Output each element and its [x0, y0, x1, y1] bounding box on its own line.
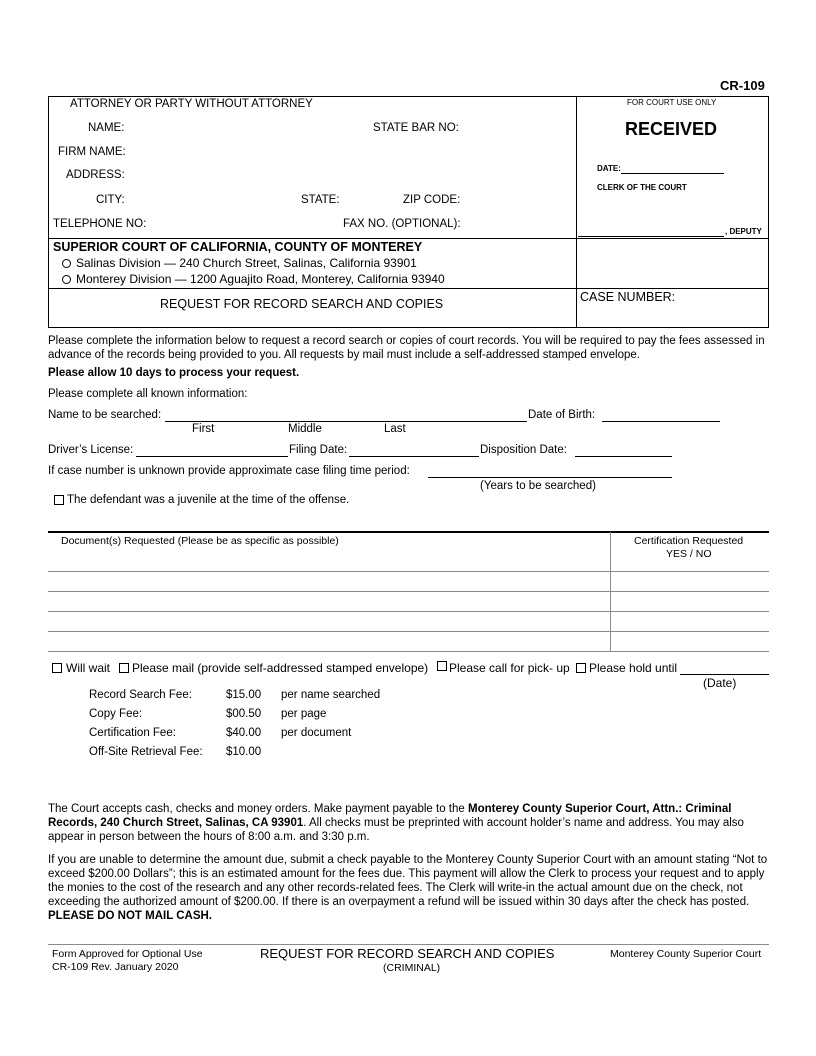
disposition-date-field[interactable] [575, 456, 672, 457]
complete-known-note: Please complete all known information: [48, 388, 248, 400]
certification-yes-no: YES / NO [666, 548, 712, 560]
disposition-date-label: Disposition Date: [480, 444, 567, 456]
fee-label: Off-Site Retrieval Fee: [89, 746, 203, 758]
years-caption: (Years to be searched) [480, 480, 596, 492]
case-number-label: CASE NUMBER: [580, 290, 676, 304]
fee-label: Record Search Fee: [89, 689, 192, 701]
document-row-2[interactable] [48, 592, 609, 611]
fee-unit: per name searched [281, 689, 381, 701]
city-label: CITY: [96, 194, 125, 206]
please-hold-label: Please hold until [589, 661, 678, 675]
please-call-checkbox[interactable] [437, 661, 447, 671]
middle-caption: Middle [288, 423, 322, 435]
will-wait-label: Will wait [66, 661, 110, 675]
address-label: ADDRESS: [66, 169, 125, 181]
last-caption: Last [384, 423, 406, 435]
zip-label: ZIP CODE: [403, 194, 461, 206]
filing-date-label: Filing Date: [289, 444, 348, 456]
fee-unit: per document [281, 727, 352, 739]
radio-icon[interactable] [62, 275, 71, 284]
drivers-license-label: Driver’s License: [48, 444, 134, 456]
division-salinas[interactable]: Salinas Division — 240 Church Street, Salinas, California 93901 [62, 256, 417, 270]
state-label: STATE: [301, 194, 340, 206]
juvenile-checkbox[interactable] [54, 495, 64, 505]
radio-icon[interactable] [62, 259, 71, 268]
footer-approved: Form Approved for Optional Use [52, 948, 203, 960]
document-row-1[interactable] [48, 572, 609, 591]
firm-name-label: FIRM NAME: [58, 146, 126, 158]
footer-title: REQUEST FOR RECORD SEARCH AND COPIES [260, 946, 555, 961]
name-searched-label: Name to be searched: [48, 409, 162, 421]
please-mail-checkbox[interactable] [119, 663, 129, 673]
form-title: REQUEST FOR RECORD SEARCH AND COPIES [160, 297, 444, 311]
first-caption: First [192, 423, 215, 435]
fee-amount: $00.50 [226, 708, 262, 720]
state-bar-label: STATE BAR NO: [373, 122, 459, 134]
telephone-label: TELEPHONE NO: [53, 218, 147, 230]
dob-label: Date of Birth: [528, 409, 596, 421]
date-label: DATE: [597, 164, 621, 173]
fax-label: FAX NO. (OPTIONAL): [343, 218, 461, 230]
juvenile-label: The defendant was a juvenile at the time of the offense. [67, 494, 350, 506]
will-wait-checkbox[interactable] [52, 663, 62, 673]
dob-field[interactable] [602, 421, 720, 422]
allow-days-note: Please allow 10 days to process your request. [48, 367, 300, 379]
fee-amount: $40.00 [226, 727, 262, 739]
footer-revision: CR-109 Rev. January 2020 [52, 961, 179, 973]
received-stamp: RECEIVED [625, 119, 718, 139]
documents-column-header: Document(s) Requested (Please be as specific as possible) [61, 535, 339, 547]
form-id: CR-109 [720, 78, 765, 93]
court-name: SUPERIOR COURT OF CALIFORNIA, COUNTY OF MONTEREY [53, 240, 423, 254]
please-hold-checkbox[interactable] [576, 663, 586, 673]
division-monterey[interactable]: Monterey Division — 1200 Aguajito Road, Monterey, California 93940 [62, 272, 445, 286]
filing-date-field[interactable] [349, 456, 479, 457]
hold-until-date-field[interactable] [680, 674, 769, 675]
attorney-title: ATTORNEY OR PARTY WITHOUT ATTORNEY [70, 98, 313, 110]
intro-paragraph: Please complete the information below to request a record search or copies of court records. You will be required to pay the fees assessed in advance of the records being provided to you. All requests by mail must include a self-addressed stamped envelope. [48, 335, 765, 361]
drivers-license-field[interactable] [136, 456, 288, 457]
footer-rule [48, 944, 769, 945]
document-row-4[interactable] [48, 632, 609, 651]
hold-date-caption: (Date) [703, 676, 737, 690]
footer-court: Monterey County Superior Court [610, 948, 762, 960]
fee-amount: $15.00 [226, 689, 262, 701]
deputy-label: , DEPUTY [725, 227, 762, 236]
fee-unit: per page [281, 708, 327, 720]
court-use-label: FOR COURT USE ONLY [627, 98, 717, 107]
clerk-label: CLERK OF THE COURT [597, 183, 687, 192]
please-call-label: Please call for pick- up [449, 661, 570, 675]
name-label: NAME: [88, 122, 125, 134]
case-unknown-label: If case number is unknown provide approximate case filing time period: [48, 465, 410, 477]
document-row-3[interactable] [48, 612, 609, 631]
fee-amount: $10.00 [226, 746, 262, 758]
footer-subtitle: (CRIMINAL) [383, 962, 441, 974]
please-mail-label: Please mail (provide self-addressed stamped envelope) [132, 661, 429, 675]
payment-paragraph-2: If you are unable to determine the amount due, submit a check payable to the Monterey County Superior Court with an amount stating “Not to exceed $200.00 Dollars”; this is an estimated amount for the fees due. This payment will allow the Clerk to process your request and to apply the monies to the cost of the research and any other records-related fees. The Clerk will write-in the actual amount due on the check, not exceeding the authorized amount of $200.00. If there is an overpayment a refund will be issued within 30 days after the check has posted. PLEASE DO NOT MAIL CASH. [48, 854, 768, 922]
fee-label: Certification Fee: [89, 727, 176, 739]
fee-label: Copy Fee: [89, 708, 143, 720]
name-searched-field[interactable] [165, 421, 527, 422]
years-searched-field[interactable] [428, 477, 672, 478]
payment-paragraph-1: The Court accepts cash, checks and money orders. Make payment payable to the Monterey County Superior Court, Attn.: Criminal Records, 240 Church Street, Salinas, CA 93901. All checks must be preprinted with account holder’s name and address. You may also appear in person between the hours of 8:00 a.m. and 3:30 p.m. [48, 803, 744, 843]
certification-column-header: Certification Requested [634, 535, 744, 547]
